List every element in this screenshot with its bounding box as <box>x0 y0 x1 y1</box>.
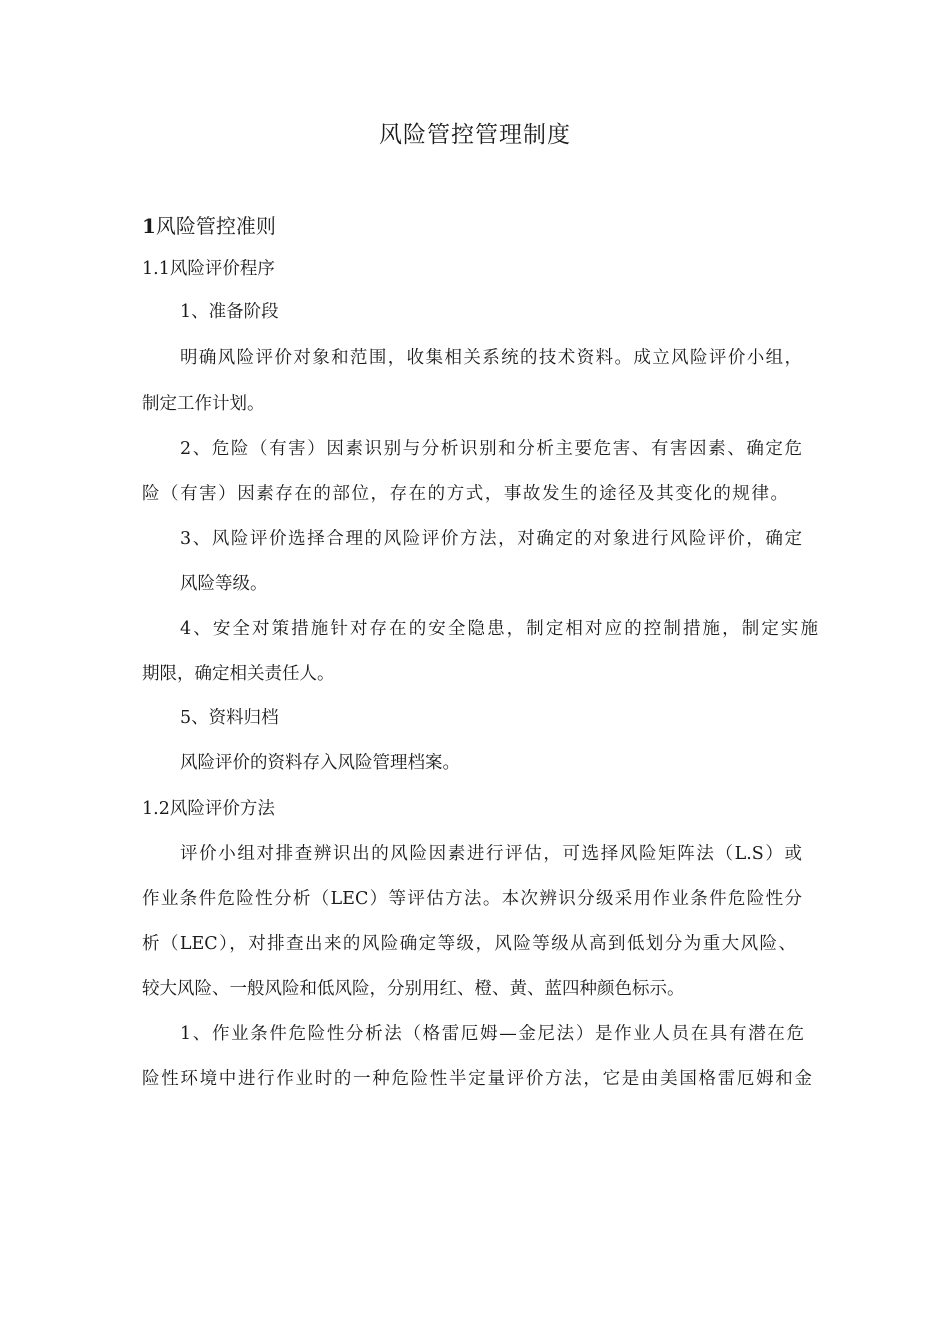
paragraph-method-line4: 较大风险、一般风险和低风险，分别用红、橙、黄、蓝四种颜色标示。 <box>142 979 685 999</box>
paragraph-prepare-line2: 制定工作计划。 <box>142 394 265 414</box>
paragraph-lec-line2: 险性环境中进行作业时的一种危险性半定量评价方法，它是由美国格雷厄姆和金 <box>142 1069 812 1089</box>
step-5-heading: 5、资料归档 <box>180 708 279 728</box>
subsection-heading-1-1: 1.1风险评价程序 <box>142 259 275 279</box>
paragraph-step3-line2: 风险等级。 <box>180 574 268 594</box>
section-number: 1 <box>142 214 156 238</box>
paragraph-step4-line2: 期限，确定相关责任人。 <box>142 664 335 684</box>
paragraph-lec-line1: 1、作业条件危险性分析法（格雷厄姆—金尼法）是作业人员在具有潜在危 <box>180 1024 804 1044</box>
paragraph-method-line1: 评价小组对排查辨识出的风险因素进行评估，可选择风险矩阵法（L.S）或 <box>180 844 802 864</box>
subsection-heading-1-2: 1.2风险评价方法 <box>142 799 275 819</box>
paragraph-step2-line2: 险（有害）因素存在的部位，存在的方式，事故发生的途径及其变化的规律。 <box>142 484 788 504</box>
step-1-heading: 1、准备阶段 <box>180 302 279 322</box>
paragraph-step2-line1: 2、危险（有害）因素识别与分析识别和分析主要危害、有害因素、确定危 <box>180 439 802 459</box>
section-heading-text: 风险管控准则 <box>155 214 276 238</box>
paragraph-method-line3: 析（LEC），对排查出来的风险确定等级，风险等级从高到低划分为重大风险、 <box>142 934 796 954</box>
paragraph-step3-line1: 3、风险评价选择合理的风险评价方法，对确定的对象进行风险评价，确定 <box>180 529 802 549</box>
paragraph-method-line2: 作业条件危险性分析（LEC）等评估方法。本次辨识分级采用作业条件危险性分 <box>142 889 802 909</box>
document-title: 风险管控管理制度 <box>379 122 571 148</box>
paragraph-step4-line1: 4、安全对策措施针对存在的安全隐患，制定相对应的控制措施，制定实施 <box>180 619 818 639</box>
paragraph-archive: 风险评价的资料存入风险管理档案。 <box>180 753 460 773</box>
paragraph-prepare-line1: 明确风险评价对象和范围，收集相关系统的技术资料。成立风险评价小组， <box>180 348 802 368</box>
section-heading-1 <box>142 212 276 240</box>
